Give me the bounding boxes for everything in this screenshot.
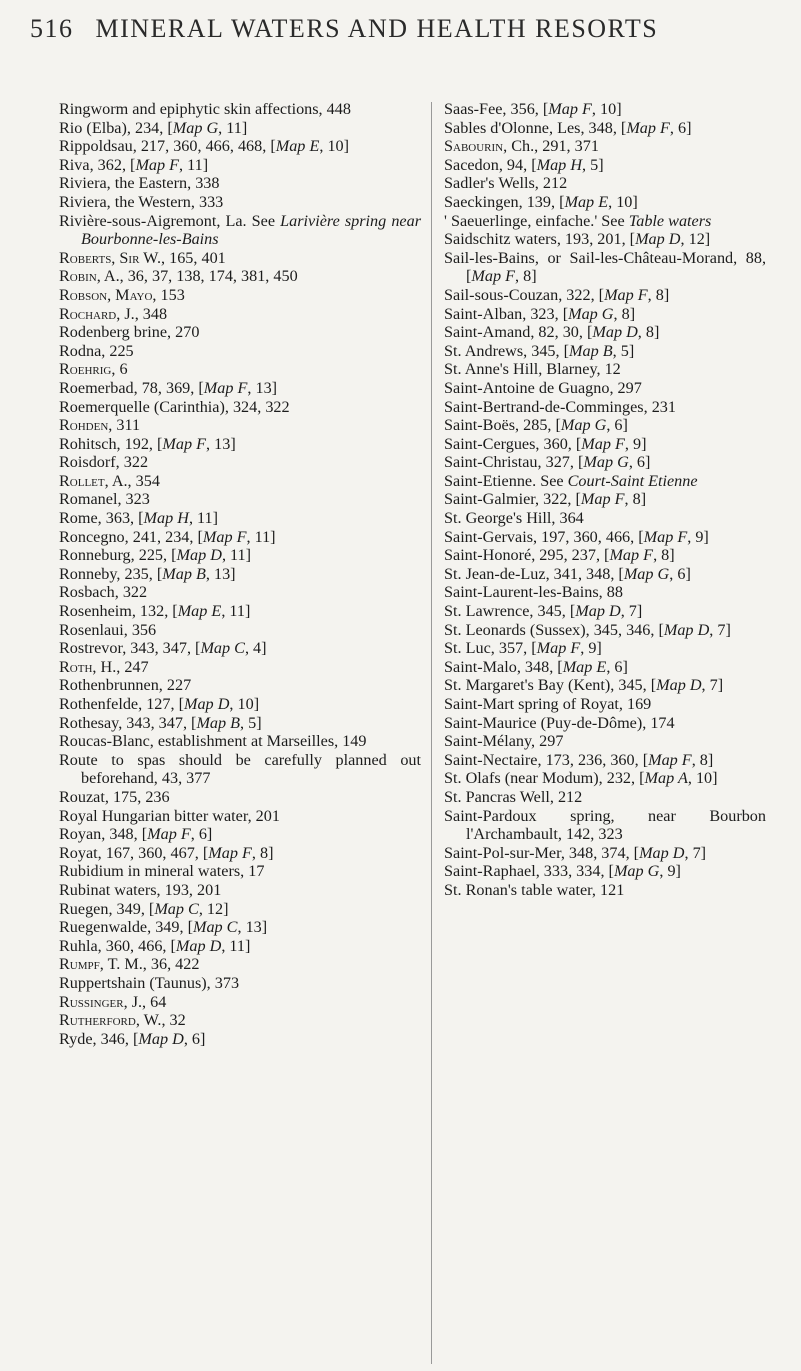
index-entry: Rohitsch, 192, [Map F, 13] bbox=[59, 434, 236, 453]
index-entry: St. Olafs (near Modum), 232, [Map A, 10] bbox=[444, 769, 718, 788]
index-entry: Ruppertshain (Taunus), 373 bbox=[59, 973, 240, 992]
index-entry: Ronneburg, 225, [Map D, 11] bbox=[59, 546, 252, 565]
index-entry: Rochard, J., 348 bbox=[59, 304, 168, 323]
index-entry: Rodenberg brine, 270 bbox=[59, 323, 200, 342]
index-entry: Sail-sous-Couzan, 322, [Map F, 8] bbox=[444, 285, 670, 304]
column-divider bbox=[431, 102, 432, 1364]
index-entry: Roucas-Blanc, establishment at Marseilles, 149 bbox=[59, 732, 367, 751]
index-entry: Royan, 348, [Map F, 6] bbox=[59, 825, 213, 844]
index-entry: Rome, 363, [Map H, 11] bbox=[59, 509, 219, 528]
index-entry: Riviera, the Western, 333 bbox=[59, 192, 224, 211]
index-entry: St. Andrews, 345, [Map B, 5] bbox=[444, 341, 635, 360]
index-entry: St. Anne's Hill, Blarney, 12 bbox=[444, 360, 621, 379]
index-entry: Rohden, 311 bbox=[59, 416, 141, 435]
index-entry: Saint-Raphael, 333, 334, [Map G, 9] bbox=[444, 862, 681, 881]
index-entry: Roemerbad, 78, 369, [Map F, 13] bbox=[59, 378, 278, 397]
index-entry: Route to spas should be carefully planned out beforehand, 43, 377 bbox=[59, 750, 421, 788]
index-entry: Rio (Elba), 234, [Map G, 11] bbox=[59, 118, 248, 137]
index-entry: Rumpf, T. M., 36, 422 bbox=[59, 955, 200, 974]
index-entry: Roth, H., 247 bbox=[59, 657, 149, 676]
index-entry: Ruegenwalde, 349, [Map C, 13] bbox=[59, 918, 268, 937]
index-entry: Rosenlaui, 356 bbox=[59, 620, 157, 639]
index-entry: Saint-Amand, 82, 30, [Map D, 8] bbox=[444, 323, 660, 342]
index-entry: St. Luc, 357, [Map F, 9] bbox=[444, 639, 602, 658]
index-entry: ' Saeuerlinge, einfache.' See Table waters bbox=[444, 211, 712, 230]
index-entry: Saint-Pol-sur-Mer, 348, 374, [Map D, 7] bbox=[444, 843, 707, 862]
index-entry: Saint-Christau, 327, [Map G, 6] bbox=[444, 453, 651, 472]
index-entry: Saint-Mart spring of Royat, 169 bbox=[444, 695, 652, 713]
index-entry: Roemerquelle (Carinthia), 324, 322 bbox=[59, 397, 290, 416]
index-entry: Saint-Malo, 348, [Map E, 6] bbox=[444, 657, 628, 676]
index-entry: Saint-Pardoux spring, near Bourbon l'Archambault, 142, 323 bbox=[444, 806, 766, 844]
index-entry: Saint-Mélany, 297 bbox=[444, 732, 564, 751]
index-entry: Sadler's Wells, 212 bbox=[444, 174, 568, 193]
index-column-right bbox=[444, 100, 766, 900]
page-number: 516 bbox=[30, 14, 74, 43]
index-entry: Saint-Etienne. See Court-Saint Etienne bbox=[444, 471, 698, 490]
index-entry: Rostrevor, 343, 347, [Map C, 4] bbox=[59, 639, 267, 658]
index-entry: Ringworm and epiphytic skin affections, 448 bbox=[59, 100, 351, 118]
index-entry: Robin, A., 36, 37, 138, 174, 381, 450 bbox=[59, 267, 298, 286]
index-entry: Saint-Bertrand-de-Comminges, 231 bbox=[444, 397, 676, 416]
index-entry: Rouzat, 175, 236 bbox=[59, 787, 170, 806]
index-entry: Saint-Nectaire, 173, 236, 360, [Map F, 8] bbox=[444, 750, 714, 769]
index-entry: Rosenheim, 132, [Map E, 11] bbox=[59, 602, 251, 621]
index-entry: Riviera, the Eastern, 338 bbox=[59, 174, 220, 193]
index-entry: Ryde, 346, [Map D, 6] bbox=[59, 1029, 206, 1048]
index-entry: Rippoldsau, 217, 360, 466, 468, [Map E, 10] bbox=[59, 137, 350, 156]
index-entry: Saas-Fee, 356, [Map F, 10] bbox=[444, 100, 622, 118]
index-entry: St. Leonards (Sussex), 345, 346, [Map D, 7] bbox=[444, 620, 731, 639]
index-entry: Roberts, Sir W., 165, 401 bbox=[59, 248, 226, 267]
running-header bbox=[30, 14, 770, 44]
index-entry: Rivière-sous-Aigremont, La. See Larivière spring near Bourbonne-les-Bains bbox=[59, 211, 421, 249]
running-head-title: MINERAL WATERS AND HEALTH RESORTS bbox=[95, 14, 659, 43]
index-entry: Saint-Laurent-les-Bains, 88 bbox=[444, 583, 623, 602]
index-entry: Rollet, A., 354 bbox=[59, 471, 160, 490]
index-entry: Saint-Maurice (Puy-de-Dôme), 174 bbox=[444, 713, 675, 732]
index-entry: Saint-Galmier, 322, [Map F, 8] bbox=[444, 490, 647, 509]
index-entry: Russinger, J., 64 bbox=[59, 992, 167, 1011]
index-entry: Ronneby, 235, [Map B, 13] bbox=[59, 564, 236, 583]
index-entry: Roncegno, 241, 234, [Map F, 11] bbox=[59, 527, 276, 546]
index-entry: St. Ronan's table water, 121 bbox=[444, 880, 625, 899]
index-entry: St. Jean-de-Luz, 341, 348, [Map G, 6] bbox=[444, 564, 691, 583]
index-entry: Robson, Mayo, 153 bbox=[59, 285, 185, 304]
index-entry: Rothenbrunnen, 227 bbox=[59, 676, 192, 695]
index-entry: Rodna, 225 bbox=[59, 341, 134, 360]
index-entry: Sabourin, Ch., 291, 371 bbox=[444, 137, 599, 156]
index-column-left bbox=[59, 100, 421, 1048]
index-entry: Saidschitz waters, 193, 201, [Map D, 12] bbox=[444, 230, 711, 249]
index-entry: St. Lawrence, 345, [Map D, 7] bbox=[444, 602, 643, 621]
index-entry: Saint-Antoine de Guagno, 297 bbox=[444, 378, 642, 397]
index-entry: Saint-Alban, 323, [Map G, 8] bbox=[444, 304, 636, 323]
index-entry: Romanel, 323 bbox=[59, 490, 150, 509]
index-entry: Saint-Cergues, 360, [Map F, 9] bbox=[444, 434, 647, 453]
index-entry: Sail-les-Bains, or Sail-les-Château-Morand, 88, [Map F, 8] bbox=[444, 248, 766, 286]
index-entry: Saint-Gervais, 197, 360, 466, [Map F, 9] bbox=[444, 527, 709, 546]
index-entry: Roehrig, 6 bbox=[59, 360, 128, 379]
index-entry: Royal Hungarian bitter water, 201 bbox=[59, 806, 280, 825]
index-entry: Rosbach, 322 bbox=[59, 583, 148, 602]
index-entry: Sacedon, 94, [Map H, 5] bbox=[444, 155, 604, 174]
index-entry: Royat, 167, 360, 467, [Map F, 8] bbox=[59, 843, 274, 862]
index-entry: Saint-Honoré, 295, 237, [Map F, 8] bbox=[444, 546, 675, 565]
index-entry: St. George's Hill, 364 bbox=[444, 509, 584, 528]
index-entry: Rothenfelde, 127, [Map D, 10] bbox=[59, 695, 260, 713]
index-entry: St. Pancras Well, 212 bbox=[444, 787, 583, 806]
index-entry: Ruegen, 349, [Map C, 12] bbox=[59, 899, 229, 918]
index-entry: Riva, 362, [Map F, 11] bbox=[59, 155, 209, 174]
index-entry: Roisdorf, 322 bbox=[59, 453, 149, 472]
index-entry: Saint-Boës, 285, [Map G, 6] bbox=[444, 416, 628, 435]
index-entry: Rutherford, W., 32 bbox=[59, 1011, 186, 1030]
index-entry: Ruhla, 360, 466, [Map D, 11] bbox=[59, 936, 251, 955]
index-entry: Rubidium in mineral waters, 17 bbox=[59, 862, 265, 881]
index-entry: St. Margaret's Bay (Kent), 345, [Map D, 7] bbox=[444, 676, 724, 695]
index-entry: Saeckingen, 139, [Map E, 10] bbox=[444, 192, 638, 211]
index-entry: Rothesay, 343, 347, [Map B, 5] bbox=[59, 713, 262, 732]
index-entry: Sables d'Olonne, Les, 348, [Map F, 6] bbox=[444, 118, 692, 137]
index-entry: Rubinat waters, 193, 201 bbox=[59, 880, 222, 899]
